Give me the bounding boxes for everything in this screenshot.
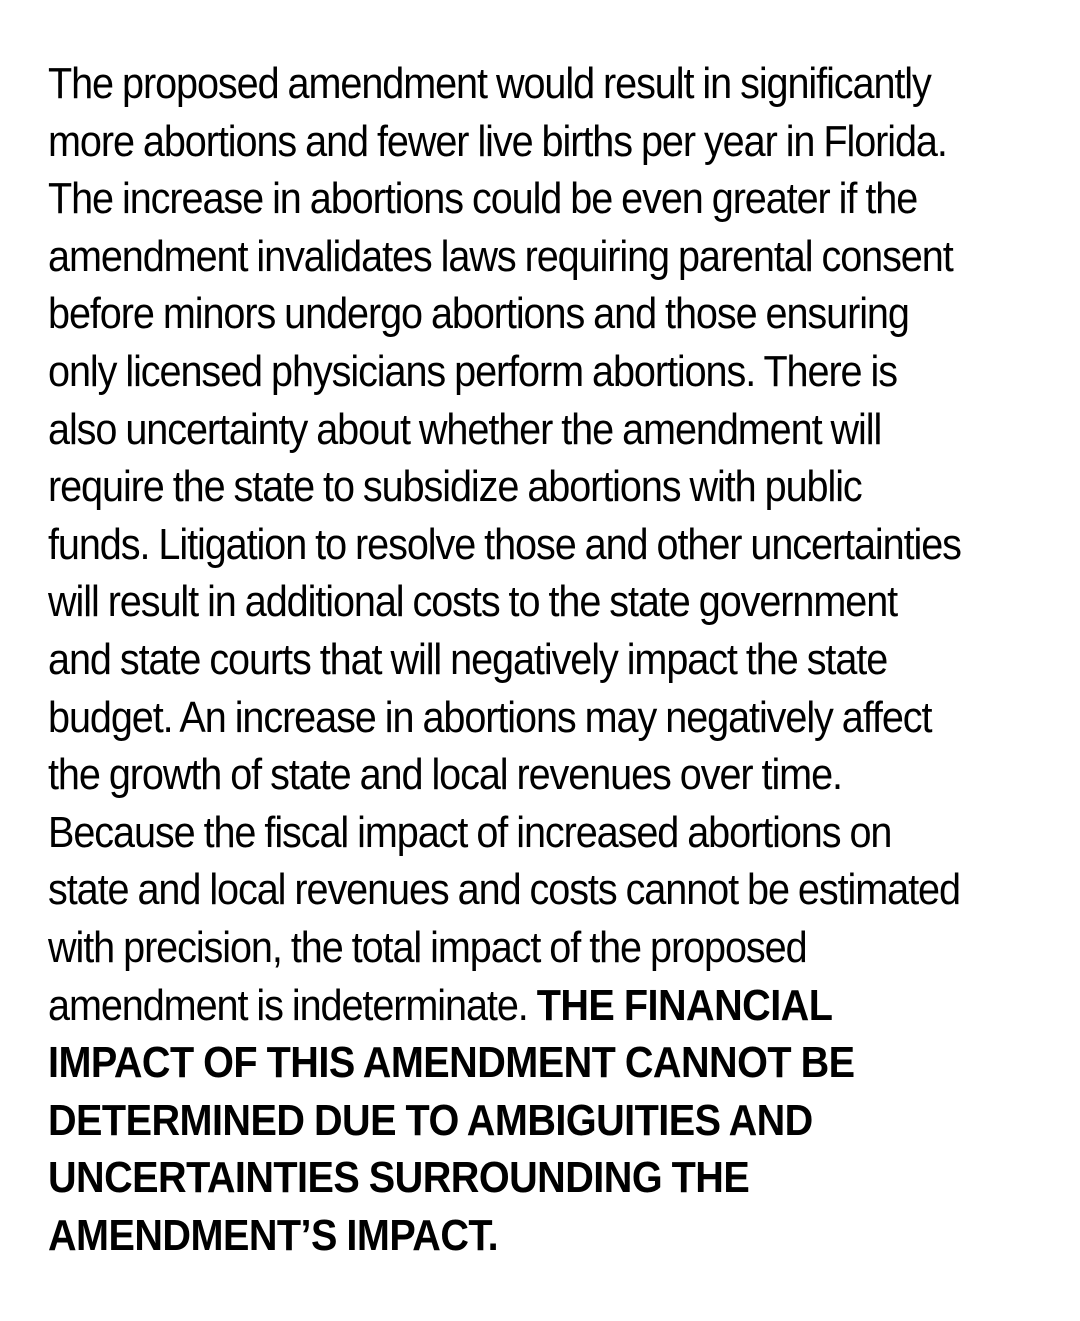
text-line: and state courts that will negatively impact the state	[48, 634, 888, 684]
conclusion-line: DETERMINED DUE TO AMBIGUITIES AND	[48, 1095, 813, 1145]
text-line: the growth of state and local revenues over time.	[48, 750, 842, 800]
text-line: The proposed amendment would result in significantly	[48, 59, 931, 108]
text-line: Because the fiscal impact of increased abortions on	[48, 807, 892, 857]
text-line: funds. Litigation to resolve those and other uncertainties	[48, 519, 961, 569]
text-line: more abortions and fewer live births per year in Florida.	[48, 116, 947, 166]
text-line: with precision, the total impact of the proposed	[48, 922, 807, 972]
text-regular: amendment is indeterminate.	[48, 980, 537, 1030]
conclusion-line: AMENDMENT’S IMPACT.	[48, 1210, 499, 1260]
text-line: require the state to subsidize abortions with public	[48, 462, 862, 512]
text-line: will result in additional costs to the state government	[48, 577, 898, 627]
text-line-mixed	[48, 977, 948, 1035]
text-line: budget. An increase in abortions may negatively affect	[48, 692, 932, 742]
conclusion-line: IMPACT OF THIS AMENDMENT CANNOT BE	[48, 1038, 855, 1088]
text-line: also uncertainty about whether the amendment will	[48, 404, 882, 454]
text-line: state and local revenues and costs cannot be estimated	[48, 865, 960, 915]
text-line: before minors undergo abortions and those ensuring	[48, 289, 909, 339]
text-line: only licensed physicians perform abortions. There is	[48, 346, 897, 396]
conclusion-bold-text: THE FINANCIAL	[536, 980, 833, 1030]
text-line: The increase in abortions could be even greater if the	[48, 174, 918, 224]
text-line: amendment invalidates laws requiring parental consent	[48, 231, 953, 281]
conclusion-line: UNCERTAINTIES SURROUNDING THE	[48, 1153, 750, 1203]
financial-impact-statement	[48, 55, 961, 1264]
